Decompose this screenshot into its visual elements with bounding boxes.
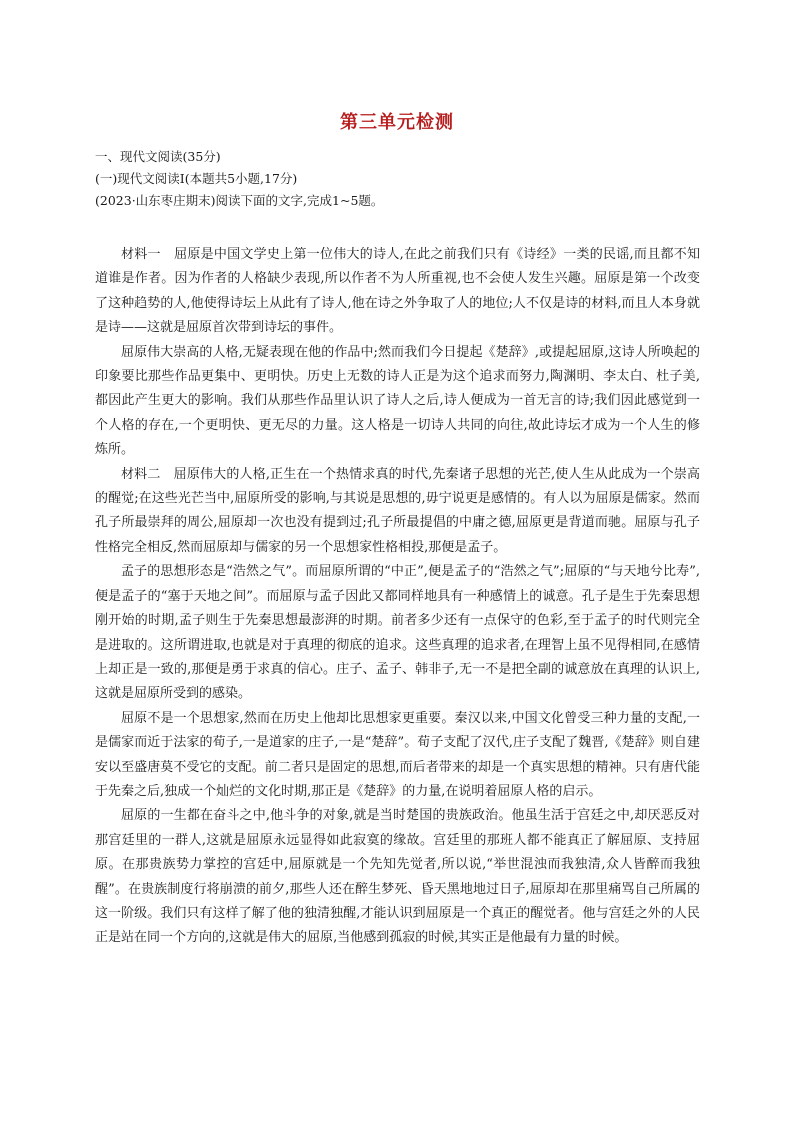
paragraph: 屈原不是一个思想家,然而在历史上他却比思想家更重要。秦汉以来,中国文化曾受三种力量的支配,一是儒家而近于法家的荀子,一是道家的庄子,一是“楚辞”。荀子支配了汉代,庄子支配了魏晋,《楚辞》则自建安以至盛唐莫不受它的支配。前二者只是固定的思想,而后者带来的却是一个真实思想的精神。只有唐代能于先秦之后,独成一个灿烂的文化时期,那正是《楚辞》的力量,在说明着屈原人格的启示。 [95,710,700,799]
subsection-heading: (一)现代文阅读Ⅰ(本题共5小题,17分) [95,171,298,186]
paragraph: 孟子的思想形态是“浩然之气”。而屈原所谓的“中正”,便是孟子的“浩然之气”;屈原的“与天地兮比寿”,便是孟子的“塞于天地之间”。而屈原与孟子因此又都同样地具有一种感情上的诚意。孔子是生于先秦思想刚开始的时期,孟子则生于先秦思想最澎湃的时期。前者多少还有一点保守的色彩,至于孟子的时代则完全是进取的。这所谓进取,也就是对于真理的彻底的追求。这些真理的追求者,在理智上虽不见得相同,在感情上却正是一致的,那便是勇于求真的信心。庄子、孟子、韩非子,无一不是把全副的诚意放在真理的认识上,这就是屈原所受到的感染。 [95,564,700,702]
paragraph: 屈原伟大崇高的人格,无疑表现在他的作品中;然而我们今日提起《楚辞》,或提起屈原,这诗人所唤起的印象要比那些作品更集中、更明快。历史上无数的诗人正是为这个追求而努力,陶渊明、李太白、杜子美,都因此产生更大的影响。我们从那些作品里认识了诗人之后,诗人便成为一首无言的诗;我们因此感觉到一个人格的存在,一个更明快、更无尽的力量。这人格是一切诗人共同的向往,故此诗坛才成为一个人生的修炼所。 [95,344,700,458]
paragraph: 材料一 屈原是中国文学史上第一位伟大的诗人,在此之前我们只有《诗经》一类的民谣,而且都不知道谁是作者。因为作者的人格缺少表现,所以作者不为人所重视,也不会使人发生兴趣。屈原是第一个改变了这种趋势的人,他使得诗坛上从此有了诗人,他在诗之外争取了人的地位;人不仅是诗的材料,而且人本身就是诗——这就是屈原首次带到诗坛的事件。 [95,247,700,336]
instruction-text: (2023·山东枣庄期末)阅读下面的文字,完成1~5题。 [95,193,384,208]
section-heading: 一、现代文阅读(35分) [95,149,221,164]
document-title: 第三单元检测 [340,112,454,133]
paragraph: 材料二 屈原伟大的人格,正生在一个热情求真的时代,先秦诸子思想的光芒,使人生从此成为一个崇高的醒觉;在这些光芒当中,屈原所受的影响,与其说是思想的,毋宁说更是感情的。有人以为屈原是儒家。然而孔子所最崇拜的周公,屈原却一次也没有提到过;孔子所最提倡的中庸之德,屈原更是背道而驰。屈原与孔子性格完全相反,然而屈原却与儒家的另一个思想家性格相投,那便是孟子。 [95,466,700,555]
paragraph: 屈原的一生都在奋斗之中,他斗争的对象,就是当时楚国的贵族政治。他虽生活于宫廷之中,却厌恶反对那宫廷里的一群人,这就是屈原永远显得如此寂寞的缘故。宫廷里的那班人都不能真正了解屈原、支持屈原。在那贵族势力掌控的宫廷中,屈原就是一个先知先觉者,所以说,“举世混浊而我独清,众人皆醉而我独醒”。在贵族制度行将崩溃的前夕,那些人还在醉生梦死、昏天黑地地过日子,屈原却在那里痛骂自己所属的这一阶级。我们只有这样了解了他的独清独醒,才能认识到屈原是一个真正的醒觉者。他与宫廷之外的人民正是站在同一个方向的,这就是伟大的屈原,当他感到孤寂的时候,其实正是他最有力量的时候。 [95,808,700,946]
reading-passage [95,243,700,951]
